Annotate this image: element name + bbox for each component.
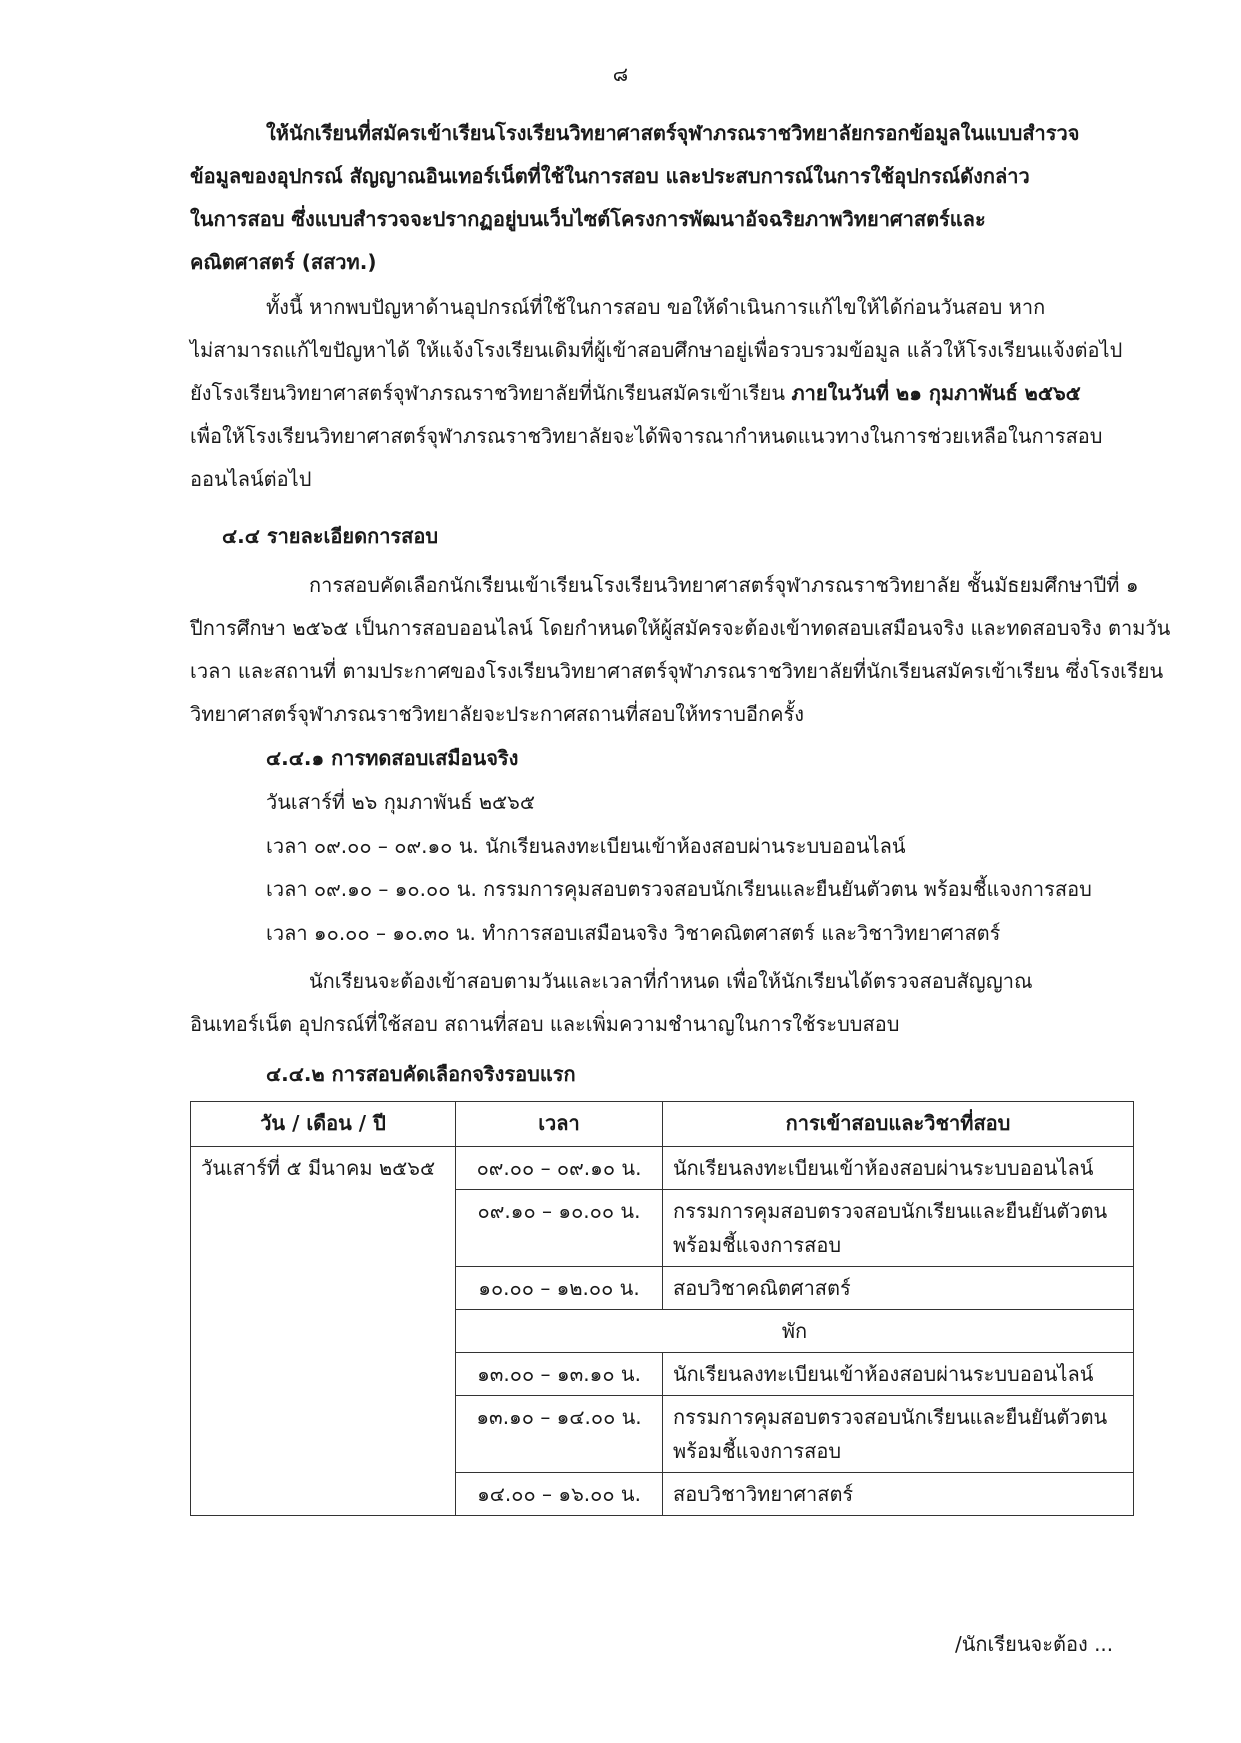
activity-cell: นักเรียนลงทะเบียนเข้าห้องสอบผ่านระบบออนไลน์ (663, 1147, 1134, 1190)
section-44-line: ปีการศึกษา ๒๕๖๕ เป็นการสอบออนไลน์ โดยกำหนดให้ผู้สมัครจะต้องเข้าทดสอบเสมือนจริง และทดสอบจริง ตามวัน (190, 616, 1171, 640)
problem-line: ไม่สามารถแก้ไขปัญหาได้ ให้แจ้งโรงเรียนเดิมที่ผู้เข้าสอบศึกษาอยู่เพื่อรวบรวมข้อมูล แล้วให้โรงเรียนแจ้งต่อไป (190, 338, 1123, 362)
time-cell: ๑๐.๐๐ – ๑๒.๐๐ น. (456, 1267, 663, 1310)
activity-cell (663, 1190, 1134, 1267)
activity-line: กรรมการคุมสอบตรวจสอบนักเรียนและยืนยันตัวตน (673, 1405, 1108, 1429)
mock-schedule-item: เวลา ๐๙.๑๐ – ๑๐.๐๐ น. กรรมการคุมสอบตรวจสอบนักเรียนและยืนยันตัวตน พร้อมชี้แจงการสอบ (266, 877, 1092, 901)
section-44-line: เวลา และสถานที่ ตามประกาศของโรงเรียนวิทยาศาสตร์จุฬาภรณราชวิทยาลัยที่นักเรียนสมัครเข้าเรียน ซึ่งโรงเรียน (190, 659, 1164, 683)
section-44-paragraph (190, 564, 1171, 736)
section-44-line: การสอบคัดเลือกนักเรียนเข้าเรียนโรงเรียนวิทยาศาสตร์จุฬาภรณราชวิทยาลัย ชั้นมัธยมศึกษาปีที่ ๑ (309, 573, 1139, 597)
break-cell: พัก (456, 1310, 1134, 1353)
mock-schedule-item: เวลา ๑๐.๐๐ – ๑๐.๓๐ น. ทำการสอบเสมือนจริง วิชาคณิตศาสตร์ และวิชาวิทยาศาสตร์ (266, 921, 1001, 945)
exam-schedule-table (190, 1101, 1134, 1516)
problem-line (190, 372, 1136, 415)
problem-line: ทั้งนี้ หากพบปัญหาด้านอุปกรณ์ที่ใช้ในการสอบ ขอให้ดำเนินการแก้ไขให้ได้ก่อนวันสอบ หาก (266, 295, 1046, 319)
exam-date-cell: วันเสาร์ที่ ๕ มีนาคม ๒๕๖๕ (191, 1147, 456, 1516)
problem-line: ออนไลน์ต่อไป (190, 467, 312, 491)
header-date: วัน / เดือน / ปี (191, 1102, 456, 1147)
activity-line: พร้อมชี้แจงการสอบ (673, 1439, 842, 1463)
activity-line: พร้อมชี้แจงการสอบ (673, 1233, 842, 1257)
section-442-heading: ๔.๔.๒ การสอบคัดเลือกจริงรอบแรก (266, 1062, 576, 1086)
time-cell: ๑๔.๐๐ – ๑๖.๐๐ น. (456, 1473, 663, 1516)
page-number: ๘ (612, 62, 629, 86)
mock-schedule-item: เวลา ๐๙.๐๐ – ๐๙.๑๐ น. นักเรียนลงทะเบียนเข้าห้องสอบผ่านระบบออนไลน์ (266, 834, 906, 858)
intro-line: ในการสอบ ซึ่งแบบสำรวจจะปรากฏอยู่บนเว็บไซต์โครงการพัฒนาอัจฉริยภาพวิทยาศาสตร์และ (190, 207, 986, 231)
time-cell: ๐๙.๐๐ – ๐๙.๑๐ น. (456, 1147, 663, 1190)
header-activity: การเข้าสอบและวิชาที่สอบ (663, 1102, 1134, 1147)
activity-cell: นักเรียนลงทะเบียนเข้าห้องสอบผ่านระบบออนไลน์ (663, 1353, 1134, 1396)
activity-cell: สอบวิชาคณิตศาสตร์ (663, 1267, 1134, 1310)
activity-cell (663, 1396, 1134, 1473)
header-time: เวลา (456, 1102, 663, 1147)
problem-line-text: ยังโรงเรียนวิทยาศาสตร์จุฬาภรณราชวิทยาลัยที่นักเรียนสมัครเข้าเรียน (190, 381, 792, 405)
time-cell: ๑๓.๑๐ – ๑๔.๐๐ น. (456, 1396, 663, 1473)
section-44-line: วิทยาศาสตร์จุฬาภรณราชวิทยาลัยจะประกาศสถานที่สอบให้ทราบอีกครั้ง (190, 702, 805, 726)
section-44-heading: ๔.๔ รายละเอียดการสอบ (222, 524, 439, 548)
continuation-note: /นักเรียนจะต้อง ... (955, 1632, 1114, 1656)
problem-paragraph (190, 286, 1136, 501)
mock-note-line: นักเรียนจะต้องเข้าสอบตามวันและเวลาที่กำหนด เพื่อให้นักเรียนได้ตรวจสอบสัญญาณ (309, 969, 1033, 993)
mock-note-line: อินเทอร์เน็ต อุปกรณ์ที่ใช้สอบ สถานที่สอบ และเพิ่มความชำนาญในการใช้ระบบสอบ (190, 1012, 900, 1036)
intro-paragraph (190, 112, 1136, 284)
intro-line: ข้อมูลของอุปกรณ์ สัญญาณอินเทอร์เน็ตที่ใช้ในการสอบ และประสบการณ์ในการใช้อุปกรณ์ดังกล่าว (190, 164, 1030, 188)
activity-cell: สอบวิชาวิทยาศาสตร์ (663, 1473, 1134, 1516)
deadline-text: ภายในวันที่ ๒๑ กุมภาพันธ์ ๒๕๖๕ (791, 381, 1081, 405)
time-cell: ๑๓.๐๐ – ๑๓.๑๐ น. (456, 1353, 663, 1396)
table-row (191, 1147, 1134, 1190)
activity-line: กรรมการคุมสอบตรวจสอบนักเรียนและยืนยันตัวตน (673, 1199, 1108, 1223)
time-cell: ๐๙.๑๐ – ๑๐.๐๐ น. (456, 1190, 663, 1267)
intro-line: ให้นักเรียนที่สมัครเข้าเรียนโรงเรียนวิทยาศาสตร์จุฬาภรณราชวิทยาลัยกรอกข้อมูลในแบบสำรวจ (266, 121, 1080, 145)
table-header-row (191, 1102, 1134, 1147)
mock-note-paragraph (190, 960, 1136, 1046)
problem-line: เพื่อให้โรงเรียนวิทยาศาสตร์จุฬาภรณราชวิทยาลัยจะได้พิจารณากำหนดแนวทางในการช่วยเหลือในการสอบ (190, 424, 1103, 448)
mock-exam-date: วันเสาร์ที่ ๒๖ กุมภาพันธ์ ๒๕๖๕ (266, 790, 535, 814)
intro-line: คณิตศาสตร์ (สสวท.) (190, 250, 377, 274)
section-441-heading: ๔.๔.๑ การทดสอบเสมือนจริง (266, 746, 519, 770)
